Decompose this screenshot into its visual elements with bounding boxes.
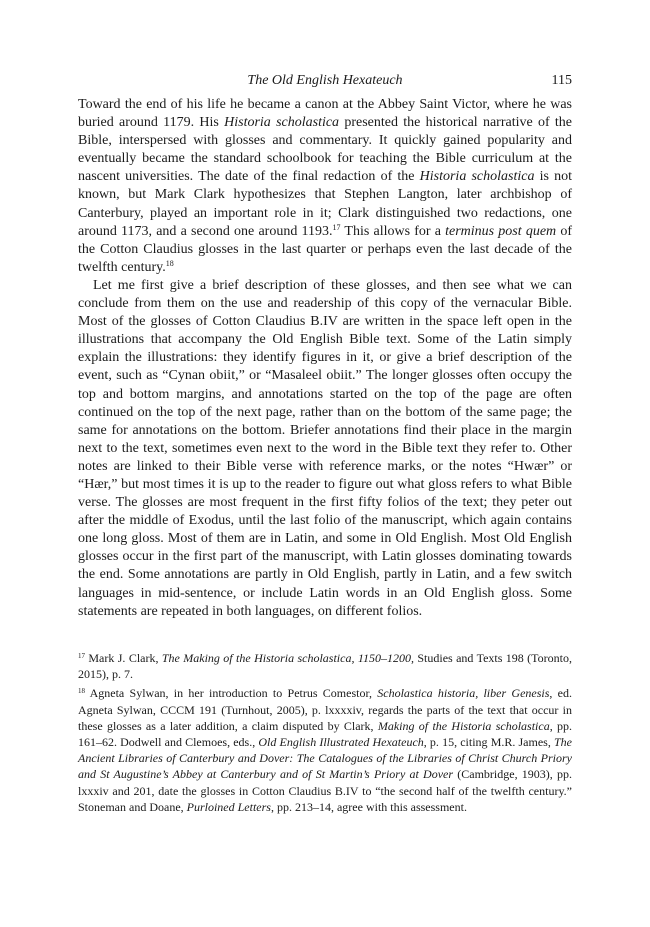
italic-term: terminus post quem [445, 223, 557, 239]
footnote-18 [78, 685, 572, 815]
footnotes [78, 650, 572, 818]
text-run: (Cambridge, 1903), pp. lxxxiv and 201, date the glosses in Cotton Claudius B.IV to “the second half of the twelfth century.” Stoneman and Doane, [78, 767, 573, 814]
footnote-ref-17[interactable]: 17 [332, 222, 341, 232]
italic-title: Making of the Historia scholastica [377, 718, 550, 733]
main-text [78, 96, 572, 621]
footnote-number: 18 [78, 687, 85, 696]
text-run: Mark J. Clark, [85, 651, 162, 665]
italic-title: The Making of the Historia scholastica, 1150–1200, [161, 651, 414, 665]
text-run: of the Cotton Claudius glosses in the last quarter or perhaps even the last decade of the twelfth century. [78, 223, 572, 275]
footnote-ref-18[interactable]: 18 [165, 258, 174, 268]
italic-title: Historia scholastica [224, 115, 340, 131]
text-run: , p. 15, citing M.R. James, [423, 735, 554, 750]
running-head [78, 73, 572, 93]
italic-title: Purloined Letters [186, 799, 271, 814]
footnote-number: 17 [78, 652, 85, 660]
footnote-17 [78, 650, 572, 682]
running-title: The Old English Hexateuch [247, 73, 403, 88]
text-run: , pp. 213–14, agree with this assessment. [270, 799, 467, 814]
text-run: Studies and Texts 198 (Toronto, 2015), p. 7. [78, 651, 572, 682]
page-number: 115 [551, 73, 572, 88]
text-run: , ed. Agneta Sylwan, CCCM 191 (Turnhout, 2005), p. lxxxxiv, regards the parts of the text that occur in these glosses as a later addition, a claim disputed by Clark, [78, 686, 573, 733]
italic-title: Historia scholastica [419, 169, 535, 185]
text-run: Agneta Sylwan, in her introduction to Petrus Comestor, [85, 686, 378, 701]
paragraph-1 [78, 96, 572, 277]
italic-title: The Ancient Libraries of Canterbury and Dover: The Catalogues of the Libraries of Christ Church Priory and St Augustine’s Abbey at Canterbury and of St Martin’s Priory at Dover [78, 735, 572, 782]
italic-title: Scholastica historia, liber Genesis [377, 686, 550, 701]
text-run: Toward the end of his life he became a canon at the Abbey Saint Victor, where he was buried around 1179. His [78, 97, 572, 131]
italic-title: Old English Illustrated Hexateuch [258, 735, 424, 750]
paragraph-2: Let me first give a brief description of these glosses, and then see what we can conclude from them on the use and readership of this copy of the vernacular Bible. Most of the glosses of Cotton Claudius B.IV are written in the space left open in the illustrations that accompany the Old English Bible text. Some of the Latin simply explain the illustrations: they identify figures in it, or give a brief description of the event, such as “Cynan obiit,” or “Masaleel obiit.” The longer glosses often occupy the top and bottom margins, and annotations started on the top of the page are often continued on the top of the next page, rather than on the bottom of the same page; the same for annotations on the bottom. Briefer annotations find their place in the margin next to the text, sometimes even next to the word in the Bible text they refer to. Other notes are linked to their Bible verse with reference marks, or the notes “Hwær” or “Hær,” but most times it is up to the reader to figure out what gloss refers to what Bible verse. The glosses are most frequent in the first fifty folios of the text; they peter out after the middle of Exodus, until the last folio of the manuscript, which again contains one long gloss. Most of them are in Latin, and some in Old English. Most Old English glosses occur in the first part of the manuscript, with Latin glosses dominating towards the end. Some annotations are partly in Old English, partly in Latin, and a few switch languages in mid-sentence, or include Latin words in an Old English gloss. Some statements are repeated in both languages, on different folios. [78, 277, 572, 619]
text-run: is not known, but Mark Clark hypothesizes that Stephen Langton, later archbishop of Canterbury, played an important role in it; Clark distinguished two redactions, one around 1173, and a second one around 1193. [78, 169, 572, 239]
text-run: presented the historical narrative of the Bible, interspersed with glosses and commentary. It quickly gained popularity and eventually became the standard schoolbook for teaching the Bible curriculum at the nascent universities. The date of the final redaction of the [78, 115, 572, 185]
text-run: This allows for a [340, 223, 446, 239]
text-run: , pp. 161–62. Dodwell and Clemoes, eds., [78, 718, 572, 750]
